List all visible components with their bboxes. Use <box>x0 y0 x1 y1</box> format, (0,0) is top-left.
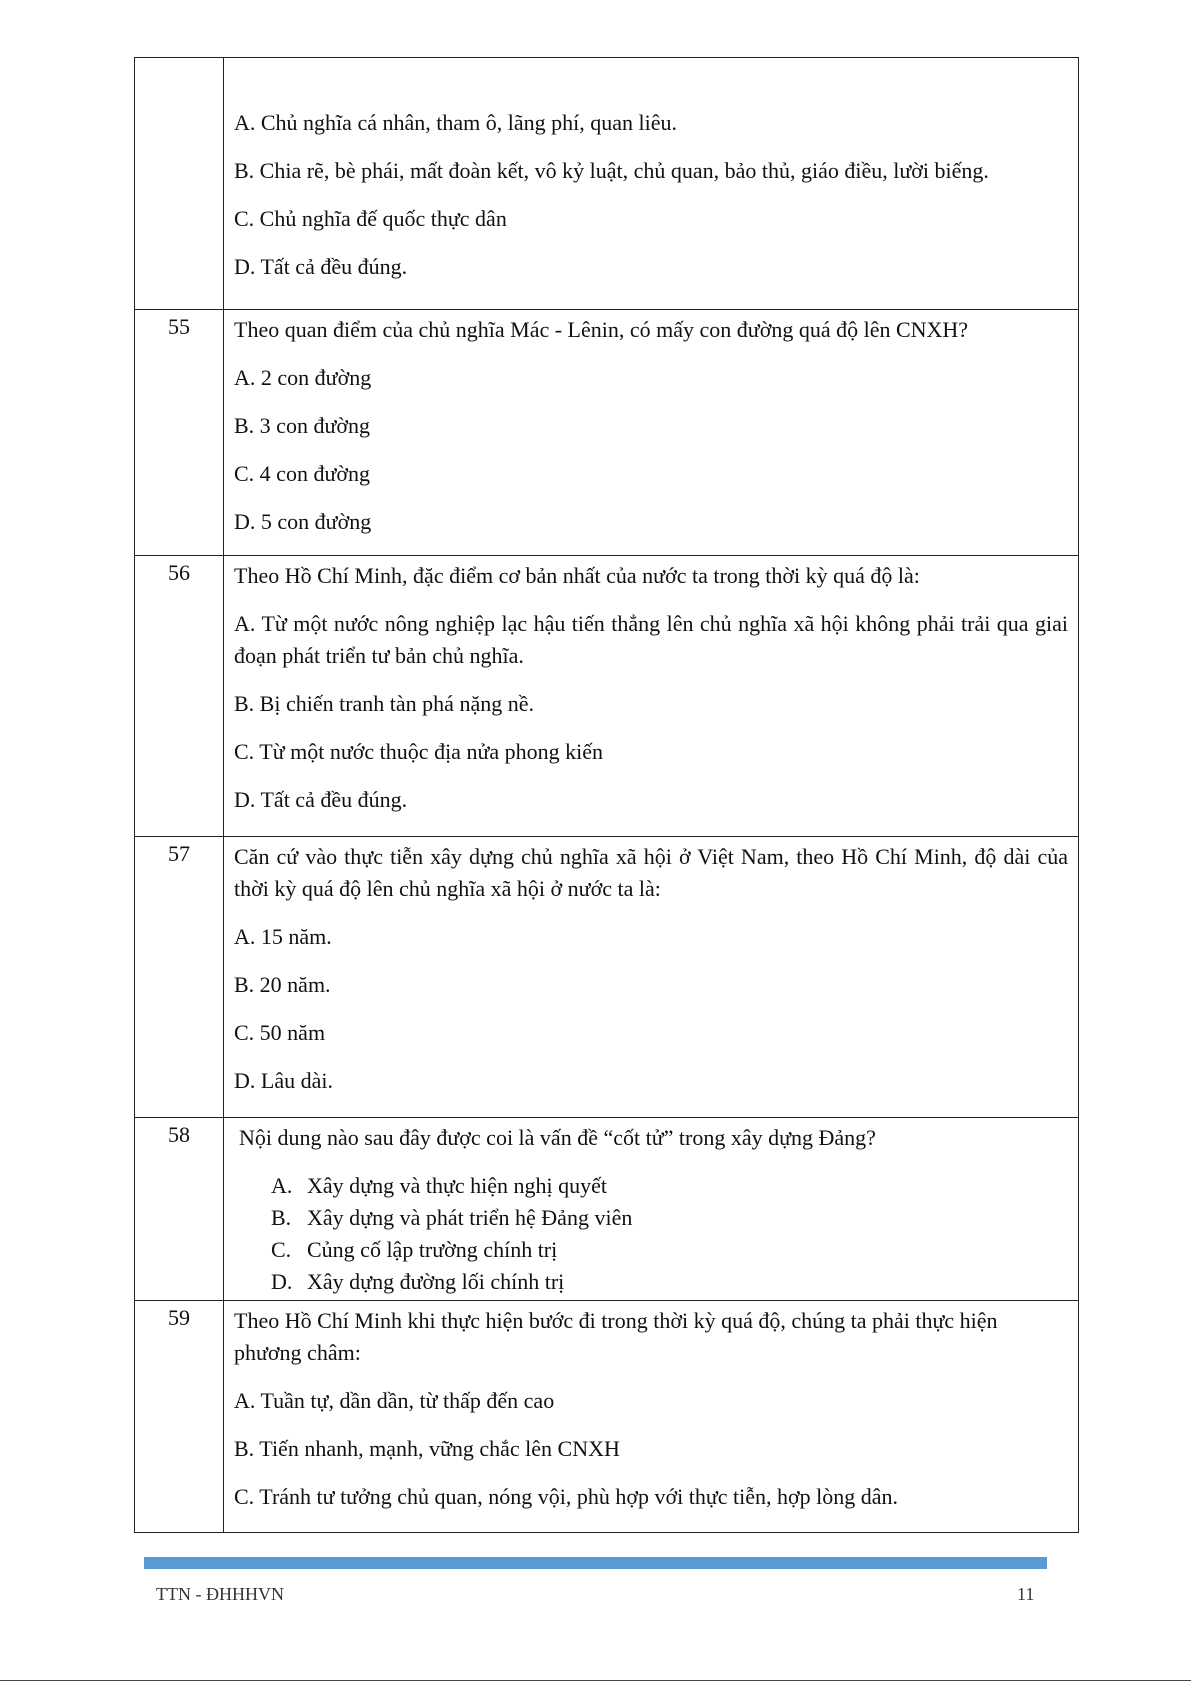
option-text: Xây dựng và phát triển hệ Đảng viên <box>307 1205 633 1230</box>
option-text: D. Tất cả đều đúng. <box>234 254 408 279</box>
option-text: C. Từ một nước thuộc địa nửa phong kiến <box>234 739 604 764</box>
option-text: D. 5 con đường <box>234 509 372 534</box>
option-text: A. Tuần tự, dần dần, từ thấp đến cao <box>234 1388 555 1413</box>
question-table <box>134 57 1079 1533</box>
question-number: 58 <box>135 1118 224 1301</box>
option-letter: D. <box>271 1269 293 1294</box>
option-text: C. 4 con đường <box>234 461 370 486</box>
footer-text: TTN - ĐHHHVN <box>156 1584 284 1604</box>
question-number <box>135 58 224 310</box>
table-row <box>135 837 1079 1118</box>
option-letter: B. <box>271 1205 292 1230</box>
question-number: 55 <box>135 310 224 556</box>
question-cell <box>224 1301 1079 1533</box>
option-text: Củng cố lập trường chính trị <box>307 1237 558 1262</box>
page-number: 11 <box>1017 1584 1035 1604</box>
table-row <box>135 1118 1079 1301</box>
option-text: B. 20 năm. <box>234 972 331 997</box>
question-cell <box>224 837 1079 1118</box>
option-text: C. Tránh tư tưởng chủ quan, nóng vội, phù hợp với thực tiễn, hợp lòng dân. <box>234 1484 899 1509</box>
option-text: C. Chủ nghĩa đế quốc thực dân <box>234 206 507 231</box>
table-row <box>135 556 1079 837</box>
question-number: 56 <box>135 556 224 837</box>
page-edge-divider <box>0 1680 1191 1681</box>
question-text: Theo quan điểm của chủ nghĩa Mác - Lênin, có mấy con đường quá độ lên CNXH? <box>234 317 969 342</box>
option-list <box>234 1170 1068 1298</box>
question-cell <box>224 58 1079 310</box>
option-text: D. Lâu dài. <box>234 1068 333 1093</box>
question-cell <box>224 310 1079 556</box>
option-text: B. Tiến nhanh, mạnh, vững chắc lên CNXH <box>234 1436 620 1461</box>
option-text: A. 15 năm. <box>234 924 332 949</box>
option-text: A. Chủ nghĩa cá nhân, tham ô, lãng phí, quan liêu. <box>234 110 677 135</box>
option-letter: C. <box>271 1237 292 1262</box>
question-number: 59 <box>135 1301 224 1533</box>
question-cell <box>224 1118 1079 1301</box>
table-row <box>135 58 1079 310</box>
option-text: B. Chia rẽ, bè phái, mất đoàn kết, vô kỷ luật, chủ quan, bảo thủ, giáo điều, lười biếng. <box>234 158 989 183</box>
list-item <box>234 1202 1068 1234</box>
question-cell <box>224 556 1079 837</box>
option-text: D. Tất cả đều đúng. <box>234 787 408 812</box>
question-text: Theo Hồ Chí Minh khi thực hiện bước đi trong thời kỳ quá độ, chúng ta phải thực hiện phương châm: <box>234 1308 998 1365</box>
question-number: 57 <box>135 837 224 1118</box>
option-text: C. 50 năm <box>234 1020 326 1045</box>
list-item <box>234 1234 1068 1266</box>
option-text: Xây dựng đường lối chính trị <box>307 1269 565 1294</box>
option-text: A. 2 con đường <box>234 365 372 390</box>
footer-divider <box>144 1557 1047 1569</box>
question-text: Căn cứ vào thực tiễn xây dựng chủ nghĩa xã hội ở Việt Nam, theo Hồ Chí Minh, độ dài của thời kỳ quá độ lên chủ nghĩa xã hội ở nước ta là: <box>234 844 1068 901</box>
list-item <box>234 1266 1068 1298</box>
question-text: Nội dung nào sau đây được coi là vấn đề “cốt tử” trong xây dựng Đảng? <box>239 1125 876 1150</box>
list-item <box>234 1170 1068 1202</box>
option-text: B. Bị chiến tranh tàn phá nặng nề. <box>234 691 534 716</box>
option-text: Xây dựng và thực hiện nghị quyết <box>307 1173 608 1198</box>
question-text: Theo Hồ Chí Minh, đặc điểm cơ bản nhất của nước ta trong thời kỳ quá độ là: <box>234 563 920 588</box>
option-letter: A. <box>271 1173 293 1198</box>
table-row <box>135 310 1079 556</box>
option-text: B. 3 con đường <box>234 413 370 438</box>
option-text: A. Từ một nước nông nghiệp lạc hậu tiến thẳng lên chủ nghĩa xã hội không phải trải qua giai đoạn phát triển tư bản chủ nghĩa. <box>234 611 1068 668</box>
table-row <box>135 1301 1079 1533</box>
